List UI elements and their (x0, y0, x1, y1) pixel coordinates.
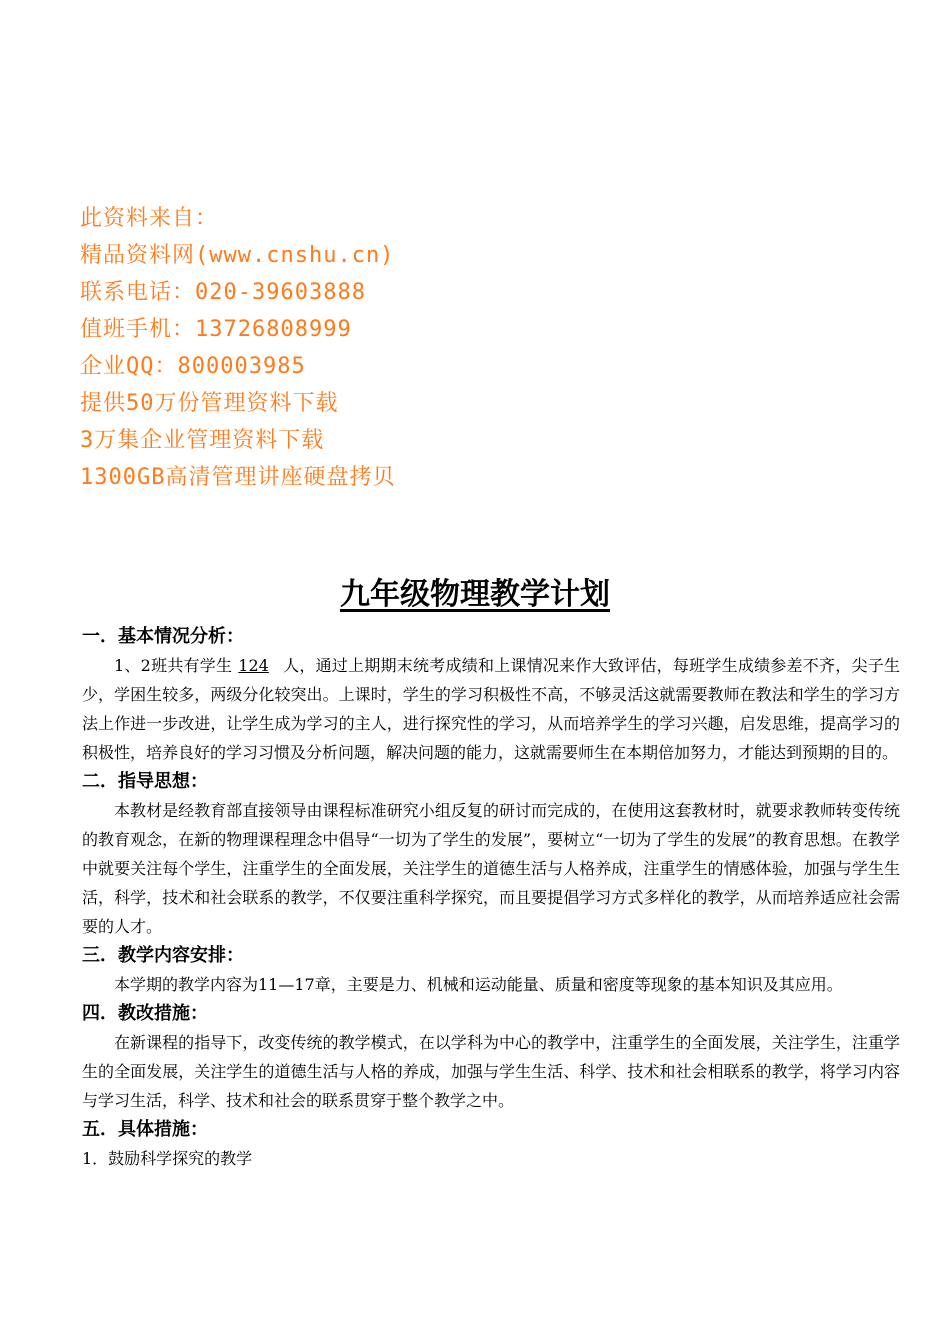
paragraph-suffix: 人，通过上期期末统考成绩和上课情况来作大致评估，每班学生成绩参差不齐，尖子生少，学困生较多，两级分化较突出。上课时，学生的学习积极性不高，不够灵活这就需要教师在教法和学生的学习方法上作进一步改进，让学生成为学习的主人，进行探究性的学习，从而培养学生的学习兴趣，启发思维，提高学习的积极性，培养良好的学习习惯及分析问题，解决问题的能力，这就需要师生在本期倍加努力，才能达到预期的目的。 (82, 656, 900, 762)
promo-line-phone: 联系电话：020-39603888 (80, 280, 366, 305)
section-heading-4: 四．教改措施： (82, 1003, 208, 1024)
section-heading-5: 五．具体措施： (82, 1119, 208, 1140)
promo-line-mobile: 值班手机：13726808999 (80, 317, 352, 342)
promo-line-website: 精品资料网(www.cnshu.cn) (80, 243, 395, 268)
promo-line-source: 此资料来自： (80, 206, 219, 231)
promo-line-offer-1: 提供50万份管理资料下载 (80, 391, 339, 416)
promo-line-qq: 企业QQ：800003985 (80, 354, 306, 379)
section-heading-3: 三．教学内容安排： (82, 945, 244, 966)
document-body (82, 622, 900, 1173)
promo-line-offer-2: 3万集企业管理资料下载 (80, 428, 325, 453)
promo-line-offer-3: 1300GB高清管理讲座硬盘拷贝 (80, 465, 396, 490)
document-title: 九年级物理教学计划 (340, 577, 610, 612)
section-paragraph-2: 本教材是经教育部直接领导由课程标准研究小组反复的研讨而完成的，在使用这套教材时，就要求教师转变传统的教育观念，在新的物理课程理念中倡导“一切为了学生的发展”，要树立“一切为了学生的发展”的教育思想。在教学中就要关注每个学生，注重学生的全面发展，关注学生的道德生活与人格养成，注重学生的情感体验，加强与学生生活，科学，技术和社会联系的教学，不仅要注重科学探究，而且要提倡学习方式多样化的教学，从而培养适应社会需要的人才。 (82, 801, 900, 936)
section-heading-1: 一．基本情况分析： (82, 626, 244, 647)
student-count-blank: 124 (238, 656, 269, 675)
section-paragraph-1 (82, 651, 900, 767)
section-paragraph-3: 本学期的教学内容为11—17章，主要是力、机械和运动能量、质量和密度等现象的基本知识及其应用。 (114, 975, 843, 994)
section-paragraph-5: 1．鼓励科学探究的教学 (82, 1149, 253, 1168)
paragraph-prefix: 1、2班共有学生 (114, 656, 233, 675)
promo-block (80, 200, 600, 496)
section-heading-2: 二．指导思想： (82, 771, 208, 792)
section-paragraph-4: 在新课程的指导下，改变传统的教学模式，在以学科为中心的教学中，注重学生的全面发展，关注学生，注重学生的全面发展，关注学生的道德生活与人格的养成，加强与学生生活、科学、技术和社会相联系的教学，将学习内容与学习生活，科学、技术和社会的联系贯穿于整个教学之中。 (82, 1033, 900, 1110)
